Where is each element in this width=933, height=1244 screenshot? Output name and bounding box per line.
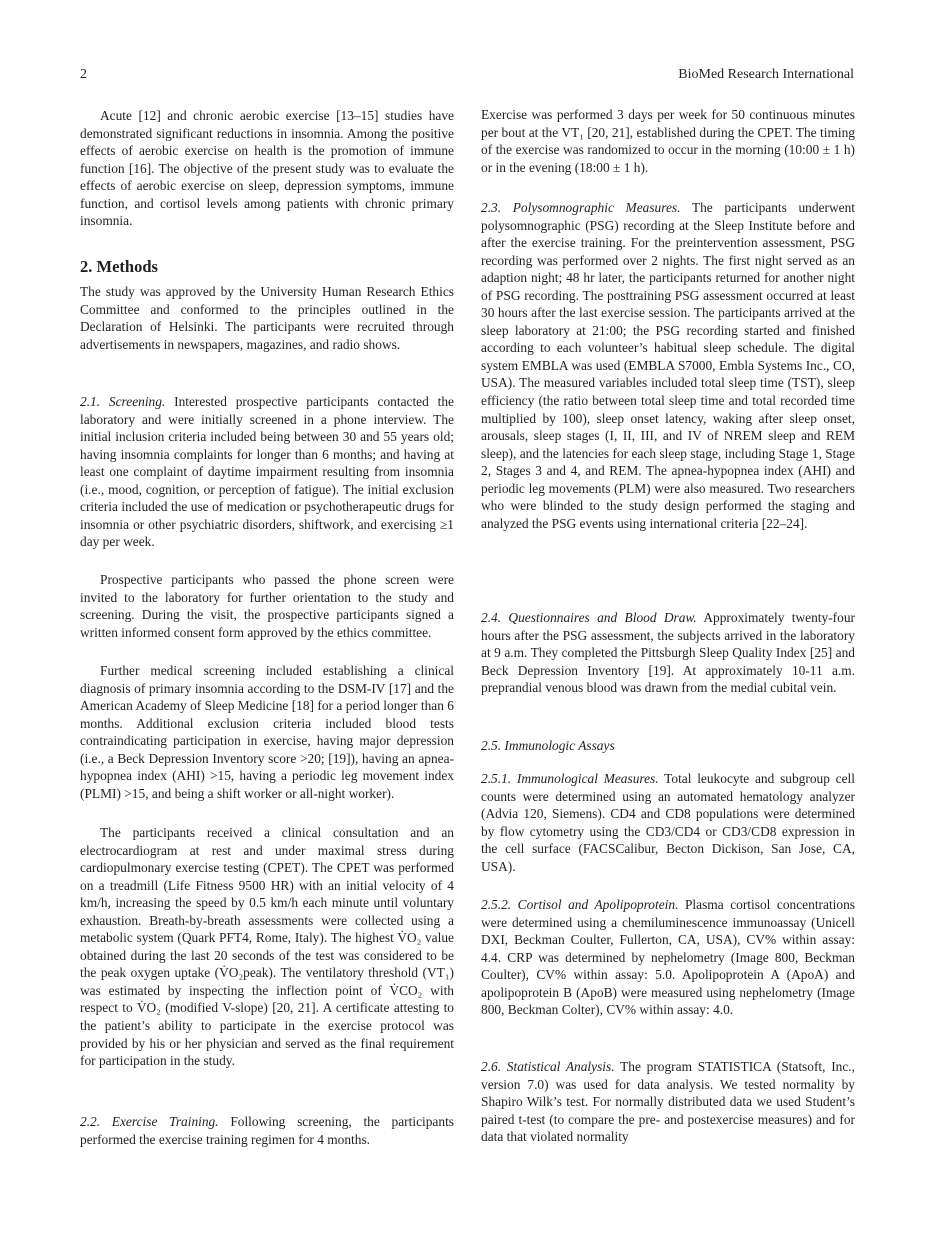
screening-paragraph	[80, 393, 454, 551]
subsection-heading: 2.2. Exercise Training.	[80, 1114, 219, 1129]
cortisol-paragraph	[481, 896, 855, 1019]
paragraph-text: Plasma cortisol concentrations were determined using a chemiluminescence immunoassay (Unicell DXI, Beckman Coulter, Fullerton, CA, USA), CV% within assay: 4.4. CRP was determined by nephelometry (Image 800, Beckman Coulter), CV% within assay: 5.0. Apolipoprotein A (ApoA) and apolipoprotein B (ApoB) were measured using nephelometry (Image 800, Beckman Colter), CV% within assay: 4.0.	[481, 897, 855, 1018]
exercise-schedule-paragraph: Exercise was performed 3 days per week for 50 continuous minutes per bout at the VT₁ [20, 21], established during the CPET. The timing of the exercise was randomized to occur in the morning (10:00 ± 1 h) or in the evening (18:00 ± 1 h).	[481, 107, 855, 175]
subsection-heading: 2.6. Statistical Analysis.	[481, 1059, 615, 1074]
journal-name: BioMed Research International	[678, 67, 854, 82]
page-number: 2	[80, 67, 87, 82]
subsection-heading-immunologic-assays: 2.5. Immunologic Assays	[481, 738, 615, 753]
subsection-heading: 2.5.1. Immunological Measures.	[481, 771, 659, 786]
statistics-paragraph	[481, 1058, 855, 1146]
consent-paragraph: Prospective participants who passed the phone screen were invited to the laboratory for further orientation to the study and screening. During the visit, the prospective participants signed a written informed consent form approved by the ethics committee.	[80, 572, 454, 640]
paragraph-text: The program STATISTICA (Statsoft, Inc., version 7.0) was used for data analysis. We tested normality by Shapiro Wilk’s test. For normally distributed data we used Student’s paired t-test (to compare the pre- and postexercise measures) and for data that violated normality	[481, 1059, 856, 1145]
paragraph-text: Interested prospective participants contacted the laboratory and were initially screened in a phone interview. The initial inclusion criteria included being between 30 and 55 years old; having insomnia complaints for longer than 6 months; and having at least one complaint of daytime impairment resulting from insomnia (i.e., mood, cognition, or perception of fatigue). The initial exclusion criteria included the use of medication or psychotherapeutic drugs for insomnia or other psychiatric disorders, shiftwork, and exercising ≥1 day per week.	[80, 394, 454, 550]
medical-screening-paragraph: Further medical screening included establishing a clinical diagnosis of primary insomnia according to the DSM-IV [17] and the American Academy of Sleep Medicine [18] for a period longer than 6 months. Additional exclusion criteria included blood tests contraindicating participation in exercise, having major depression (i.e., a Beck Depression Inventory score >20; [19]), having an apnea-hypopnea index (AHI) >15, having a periodic leg movement index (PLMI) >15, and being a shift worker or all-night worker).	[80, 663, 454, 801]
methods-paragraph: The study was approved by the University Human Research Ethics Committee and conformed to the principles outlined in the Declaration of Helsinki. The participants were recruited through advertisements in newspapers, magazines, and radio shows.	[80, 284, 454, 352]
section-heading-methods: 2. Methods	[80, 257, 158, 276]
immunological-measures-paragraph	[481, 770, 855, 875]
subsection-heading: 2.5.2. Cortisol and Apolipoprotein.	[481, 897, 679, 912]
subsection-heading: 2.3. Polysomnographic Measures.	[481, 200, 681, 215]
intro-paragraph: Acute [12] and chronic aerobic exercise [13–15] studies have demonstrated significant reductions in insomnia. Among the positive effects of aerobic exercise on health is the promotion of immune function [16]. The objective of the present study was to evaluate the effects of aerobic exercise on sleep, depression symptoms, immune function, and cortisol levels among patients with chronic primary insomnia.	[80, 108, 454, 229]
paragraph-text: Following screening, the participants performed the exercise training regimen for 4 months.	[80, 1114, 454, 1147]
cpet-paragraph: The participants received a clinical consultation and an electrocardiogram at rest and under maximal stress during cardiopulmonary exercise testing (CPET). The CPET was performed on a treadmill (Life Fitness 9500 HR) with an initial velocity of 4 km/h, increasing the speed by 0.5 km/h each minute until voluntary exhaustion. Breath-by-breath assessments were collected using a metabolic system (Quark PFT4, Rome, Italy). The highest V̇O₂ value obtained during the last 20 seconds of the test was considered to be the peak oxygen uptake (V̇O₂peak). The ventilatory threshold (VT₁) was estimated by inspecting the inflection point of V̇CO₂ with respect to V̇O₂ (modified V-slope) [20, 21]. A certificate attesting to the patient’s ability to participate in the exercise protocol was provided by his or her physician and served as the final requirement for participation in the study.	[80, 825, 454, 1069]
paragraph-text: Total leukocyte and subgroup cell counts were determined using an automated hematology analyzer (Advia 120, Siemens). CD4 and CD8 populations were determined by flow cytometry using the CD3/CD4 or CD3/CD8 expression in the cell surface (FACSCalibur, Becton Dickison, San Jose, CA, USA).	[481, 771, 855, 874]
paragraph-text: Approximately twenty-four hours after the PSG assessment, the subjects arrived in the laboratory at 9 a.m. They completed the Pittsburgh Sleep Quality Index [25] and Beck Depression Inventory [19]. At approximately 10-11 a.m. preprandial venous blood was drawn from the medial cubital vein.	[481, 610, 855, 696]
questionnaires-paragraph	[481, 609, 855, 697]
psg-paragraph	[481, 199, 855, 532]
paragraph-text: The participants underwent polysomnographic (PSG) recording at the Sleep Institute before and after the exercise training. For the preintervention assessment, PSG recording was performed over 2 nights. The first night served as an adaption night; 48 hr later, the participants returned for another night of PSG recording. The posttraining PSG assessment occurred at least 30 hours after the last exercise session. The participants arrived at the sleep laboratory at 21:00; the PSG recording started and finished according to each volunteer’s habitual sleep schedule. The digital system EMBLA was used (EMBLA S7000, Embla Systems Inc., CO, USA). The measured variables included total sleep time (TST), sleep efficiency (the ratio between total sleep time and total recorded time multiplied by 100), sleep onset latency, waking after sleep onset, arousals, sleep stages (I, II, III, and IV of NREM sleep and REM sleep), and the latencies for each sleep stage, including Stage 1, Stage 2, Stages 3 and 4, and REM. The apnea-hypopnea index (AHI) and periodic leg movements (PLM) were also measured. Two researchers who were blinded to the study design performed the staging and analyzed the PSG events using international criteria [22–24].	[481, 200, 856, 531]
exercise-training-paragraph	[80, 1113, 454, 1148]
subsection-heading: 2.1. Screening.	[80, 394, 166, 409]
subsection-heading: 2.4. Questionnaires and Blood Draw.	[481, 610, 697, 625]
